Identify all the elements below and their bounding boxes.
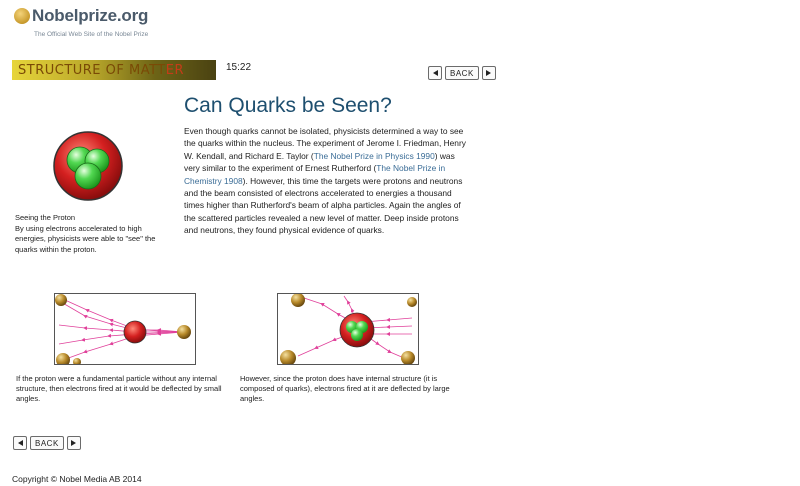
diagram-left-caption: If the proton were a fundamental particle without any internal structure, then electrons fired at it would be deflected by small angles. bbox=[16, 374, 222, 403]
electron-tracks bbox=[59, 300, 183, 360]
electron-source bbox=[401, 351, 415, 365]
article-text-3: ). However, this time the targets were protons and neutrons and the beam consisted of electrons accelerated to energies a thousand times higher than Rutherford's beam of alpha particles. Again the angles of the scattered particles revealed a new level of matter. Deep inside protons and neutrons, they found physical evidence of quarks. bbox=[184, 175, 463, 236]
proton-caption-title: Seeing the Proton bbox=[15, 213, 76, 222]
banner-title-part1: STRUCTURE OF MATT bbox=[18, 63, 166, 78]
electron-source bbox=[56, 353, 70, 365]
quark-shape bbox=[75, 163, 101, 189]
proton-illustration bbox=[52, 130, 124, 202]
link-chemistry-1908[interactable]: The Nobel Prize in Chemistry 1908 bbox=[184, 163, 446, 186]
bottom-navigation bbox=[13, 436, 81, 450]
arrow-left-icon bbox=[18, 440, 23, 446]
electron-source bbox=[280, 350, 296, 365]
article-text-1: Even though quarks cannot be isolated, physicists determined a way to see the quarks within the nucleus. The experiment of Jerome I. Friedman, Henry W. Kendall, and Richard E. Taylor ( bbox=[184, 126, 466, 161]
small-angle-scattering-diagram bbox=[54, 293, 196, 365]
top-navigation bbox=[428, 66, 496, 80]
electron-source bbox=[55, 294, 67, 306]
electron-source bbox=[177, 325, 191, 339]
copyright-notice: Copyright © Nobel Media AB 2014 bbox=[12, 474, 142, 484]
large-angle-scattering-diagram bbox=[277, 293, 419, 365]
proton-caption-text: By using electrons accelerated to high energies, physicists were able to "see" the quarks within the proton. bbox=[15, 223, 156, 254]
diagram-right-caption: However, since the proton does have internal structure (it is composed of quarks), electrons fired at it are deflected by large angles. bbox=[240, 374, 450, 403]
next-button[interactable] bbox=[67, 436, 81, 450]
proton-target bbox=[124, 321, 146, 343]
arrow-left-icon bbox=[433, 70, 438, 76]
article-body bbox=[184, 125, 466, 237]
previous-button[interactable] bbox=[13, 436, 27, 450]
banner-title bbox=[18, 63, 184, 78]
back-button[interactable]: BACK bbox=[30, 436, 64, 450]
previous-button[interactable] bbox=[428, 66, 442, 80]
page-title: Can Quarks be Seen? bbox=[184, 94, 392, 117]
nobel-medal-icon bbox=[14, 8, 30, 24]
nobelprize-logo[interactable] bbox=[14, 6, 154, 40]
arrow-right-icon bbox=[71, 440, 76, 446]
article-text-2: ) was very similar to the experiment of Ernest Rutherford ( bbox=[184, 150, 455, 174]
logo-subtitle: The Official Web Site of the Nobel Prize bbox=[34, 31, 149, 38]
section-banner bbox=[12, 60, 216, 80]
back-button[interactable]: BACK bbox=[445, 66, 479, 80]
arrow-right-icon bbox=[486, 70, 491, 76]
banner-title-part2: ER bbox=[165, 63, 184, 78]
quark-shape bbox=[351, 329, 363, 341]
proton-caption bbox=[15, 213, 165, 255]
electron-source bbox=[73, 358, 81, 365]
electron-source bbox=[407, 297, 417, 307]
link-physics-1990[interactable]: The Nobel Prize in Physics 1990 bbox=[313, 150, 435, 161]
next-button[interactable] bbox=[482, 66, 496, 80]
electron-source bbox=[291, 293, 305, 307]
logo-text: Nobelprize.org bbox=[32, 6, 149, 25]
timestamp: 15:22 bbox=[226, 62, 252, 73]
